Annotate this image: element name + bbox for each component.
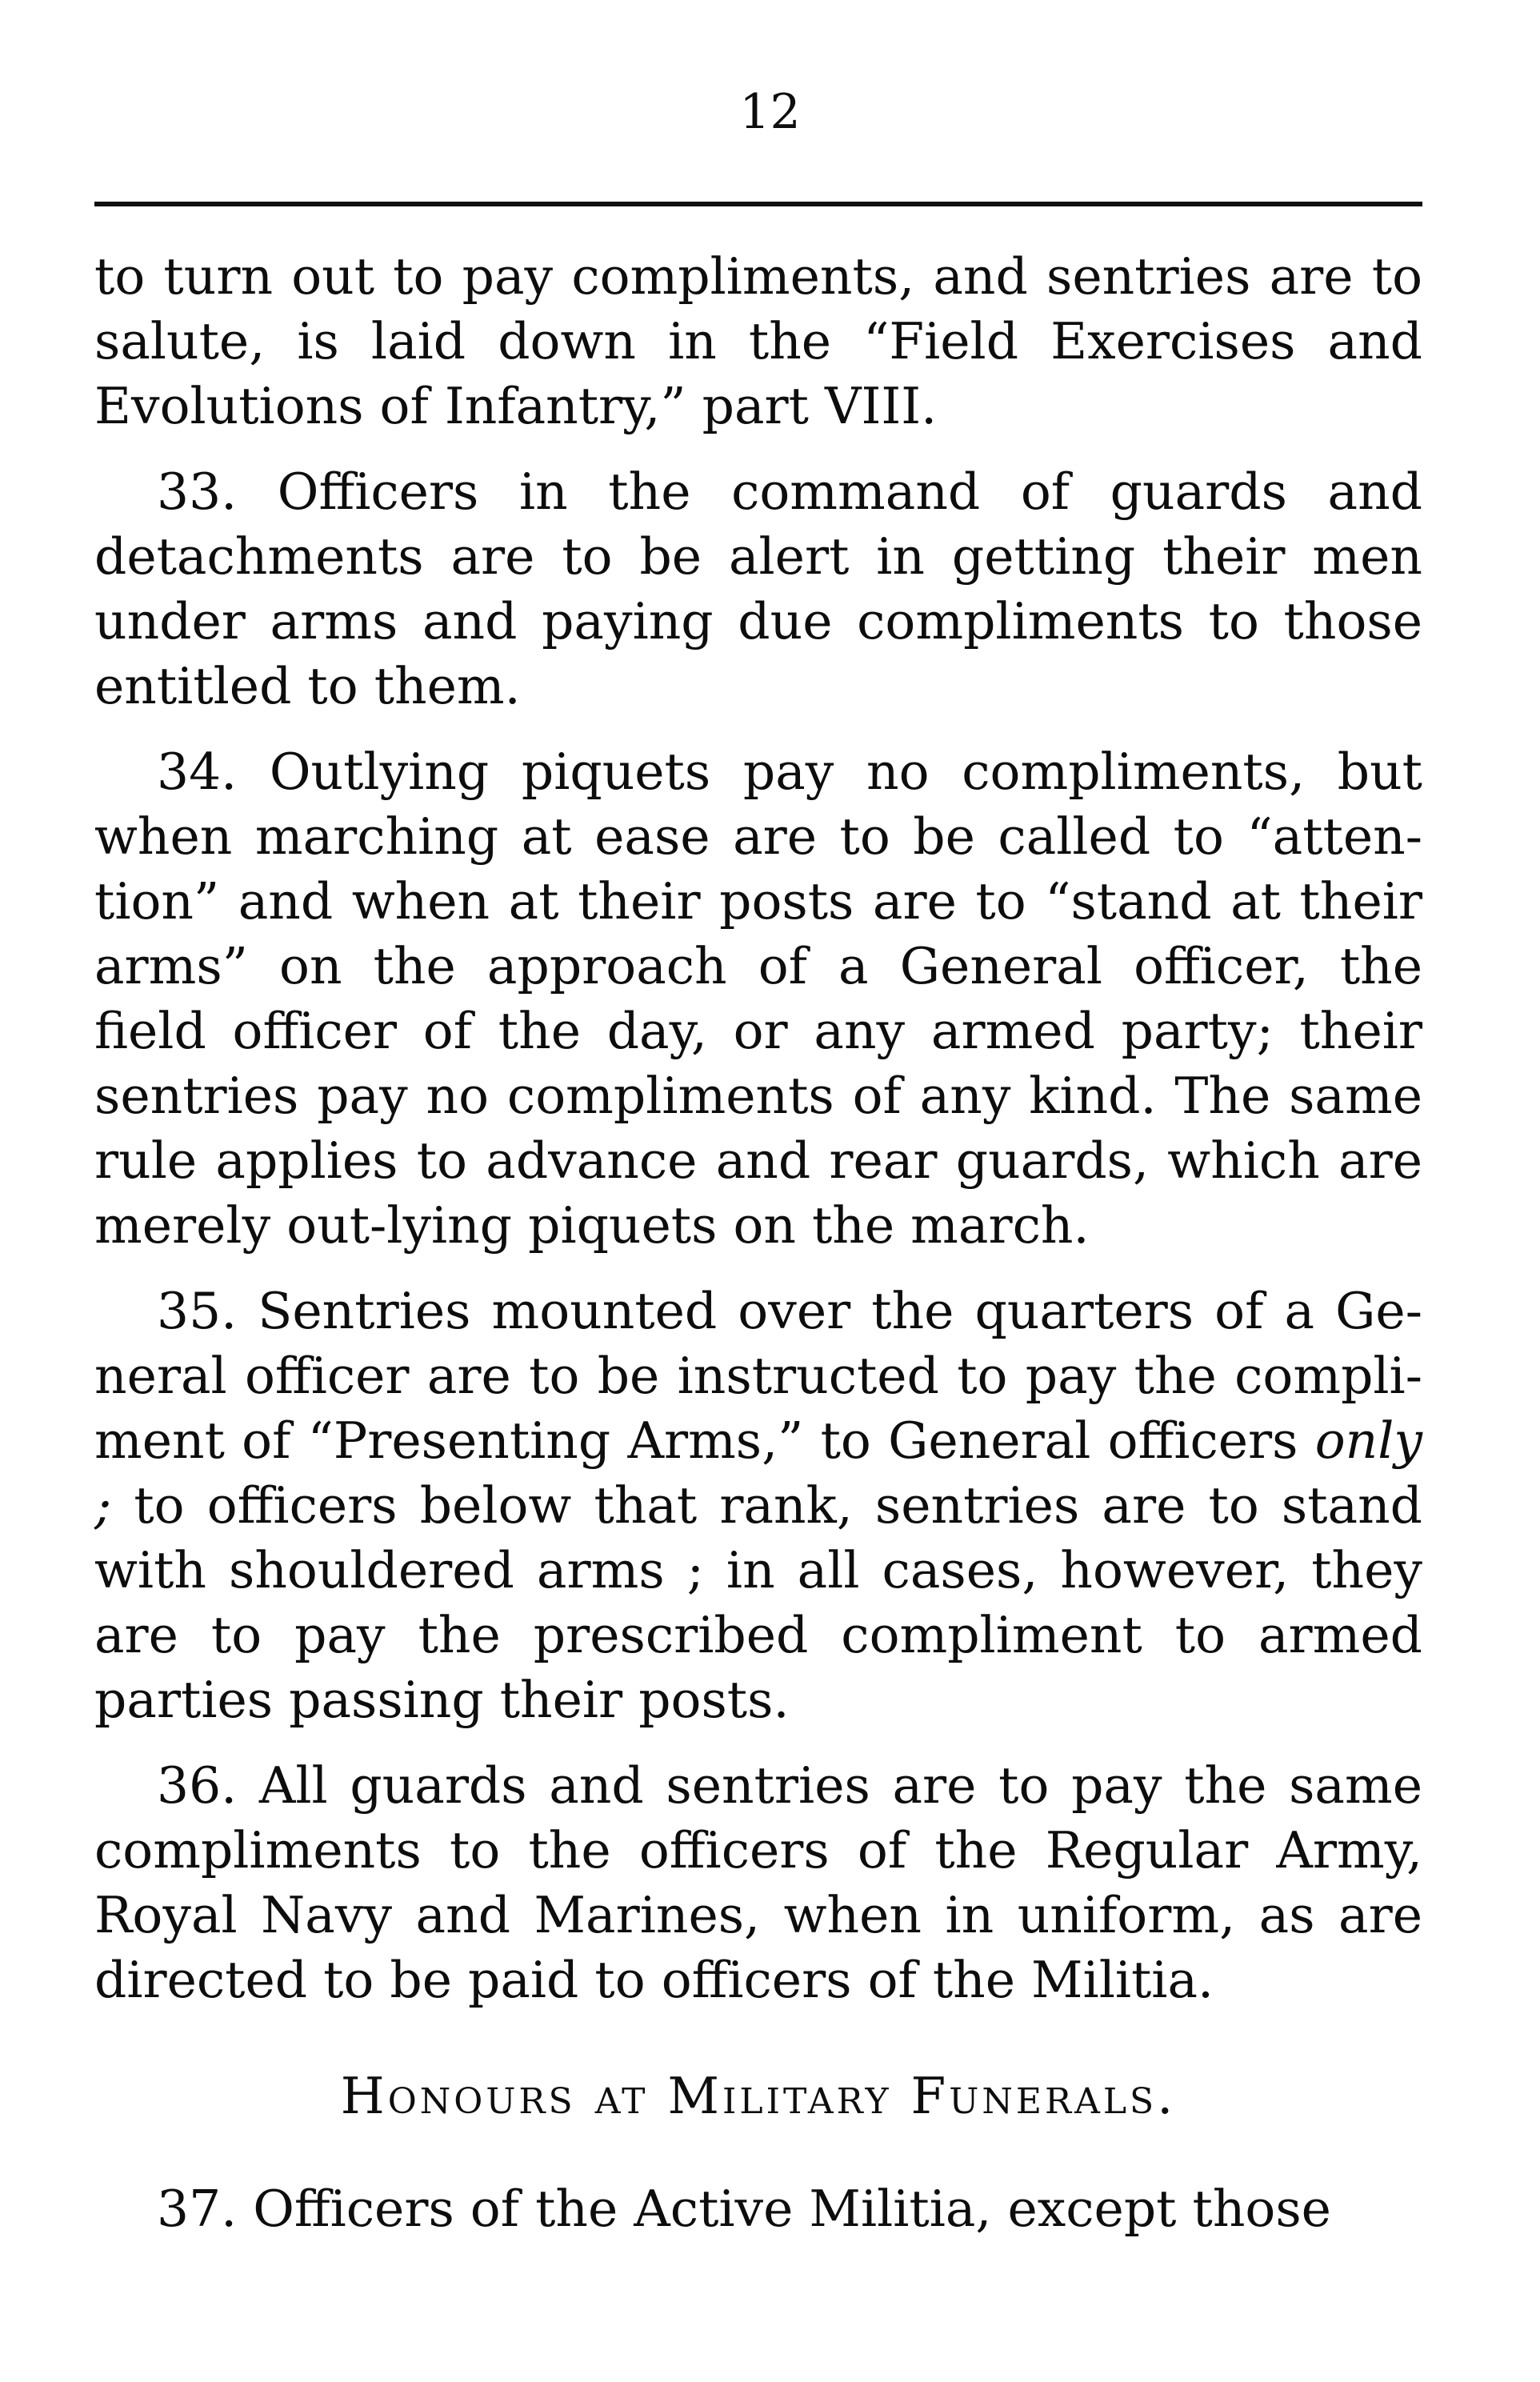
paragraph-35-text-start: 35. Sentries mounted over the quarters of a General officer are to be instructed to pay the compliment of “Presenting Arms,” to General officers bbox=[94, 1282, 1422, 1470]
paragraph-35 bbox=[94, 1279, 1422, 1732]
paragraph-37: 37. Officers of the Active Militia, except those bbox=[157, 2180, 1331, 2238]
paragraph-35-italic-only: only ; bbox=[94, 1411, 1422, 1535]
paragraph-34: 34. Outlying piquets pay no compliments, but when marching at ease are to be called to “attention” and when at their posts are to “stand at their arms” on the approach of a General officer, the field officer of the day, or any armed party; their sentries pay no compliments of any kind. The same rule applies to advance and rear guards, which are merely out-lying piquets on the march. bbox=[94, 743, 1422, 1255]
header-rule bbox=[94, 202, 1422, 206]
paragraph-33: 33. Officers in the command of guards and detachments are to be alert in getting their men under arms and paying due compliments to those entitled to them. bbox=[94, 462, 1422, 715]
section-heading: Honours at Military Funerals. bbox=[340, 2067, 1177, 2125]
paragraph-36: 36. All guards and sentries are to pay the same compliments to the officers of the Regular Army, Royal Navy and Marines, when in uniform, as are directed to be paid to officers of the Militia. bbox=[94, 1756, 1422, 2009]
page-number: 12 bbox=[739, 84, 801, 140]
body-text bbox=[94, 244, 1422, 2262]
paragraph-continuation: to turn out to pay compliments, and sentries are to salute, is laid down in the “Field Exercises and Evolutions of Infantry,” part VIII. bbox=[94, 247, 1422, 435]
paragraph-35-text-end: to officers below that rank, sentries are to stand with shouldered arms ; in all cases, however, they are to pay the prescribed compliment to armed parties passing their posts. bbox=[94, 1476, 1422, 1729]
